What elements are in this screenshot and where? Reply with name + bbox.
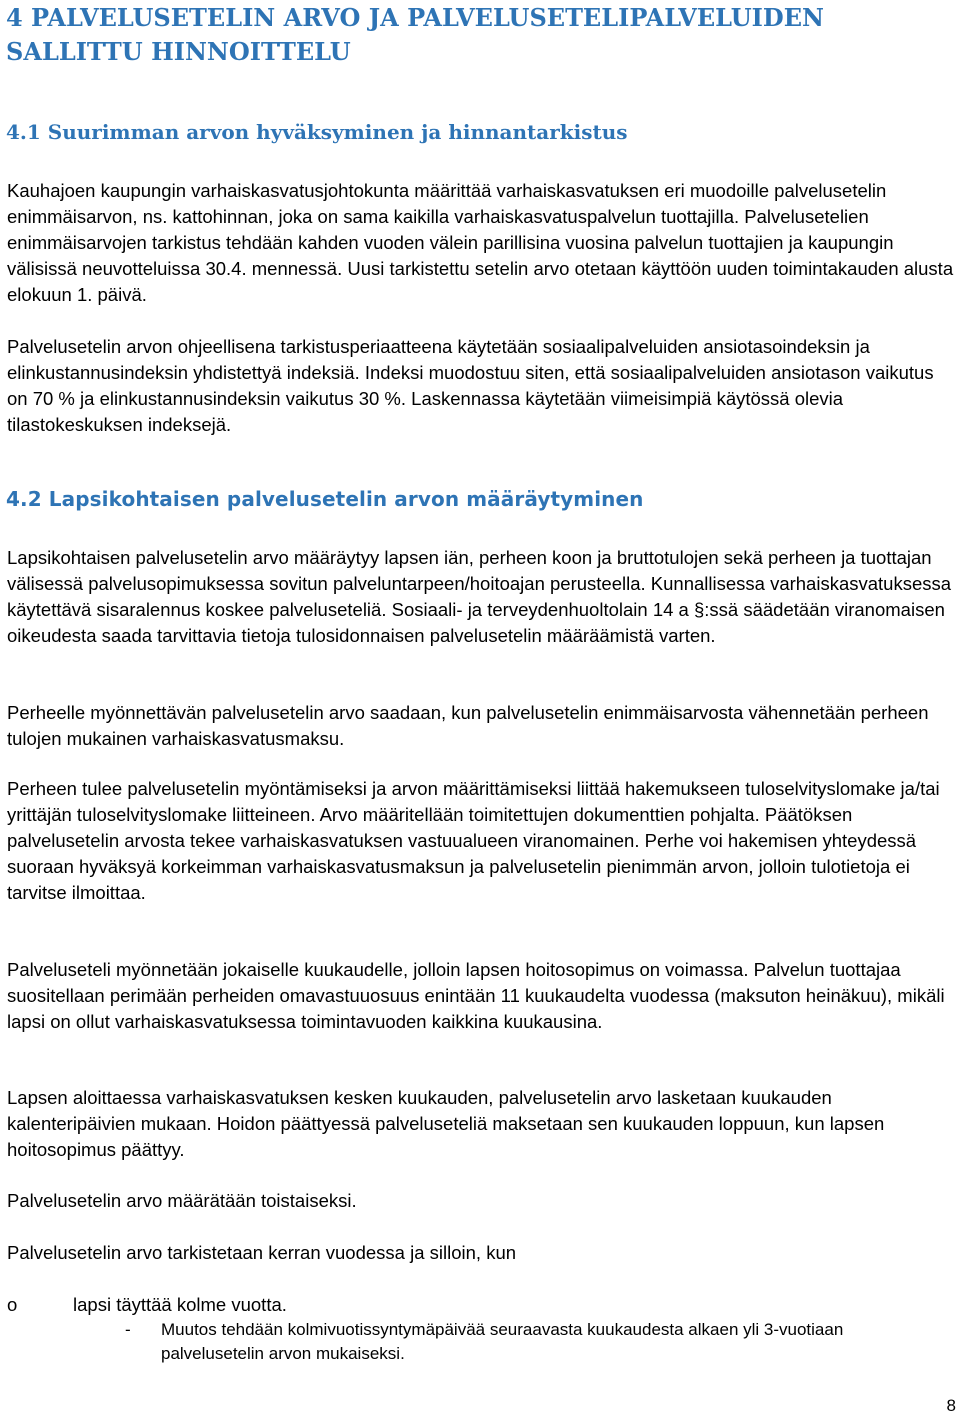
chapter-heading: 4 PALVELUSETELIN ARVO JA PALVELUSETELIPALVELUIDEN SALLITTU HINNOITTELU xyxy=(6,3,824,66)
section-4-2-paragraph-1: Lapsikohtaisen palvelusetelin arvo määräytyy lapsen iän, perheen koon ja bruttotulojen sekä perheen ja tuottajan välisessä palvelusopimuksessa sovitun palveluntarpeen/hoitoajan perusteella. Kunnallisessa varhaiskasvatuksessa käytettävä sisaralennus koskee palveluseteliä. Sosiaali- ja terveydenhuoltolain 14 a §:ssä säädetään viranomaisen oikeudesta saada tarvittavia tietoja tulosidonnaisen palvelusetelin määräämistä varten. xyxy=(7,547,952,646)
sub-list-dash-marker: - xyxy=(125,1320,131,1339)
section-4-2-paragraph-4: Palveluseteli myönnetään jokaiselle kuukaudelle, jolloin lapsen hoitosopimus on voimassa. Palvelun tuottajaa suositellaan perimään perheiden omavastuuosuus enintään 11 kuukaudelta vuodessa (maksuton heinäkuu), mikäli lapsi on ollut varhaiskasvatuksessa toimintavuoden kaikkina kuukausina. xyxy=(7,959,945,1032)
section-4-2-paragraph-2: Perheelle myönnettävän palvelusetelin arvo saadaan, kun palvelusetelin enimmäisarvosta vähennetään perheen tulojen mukainen varhaiskasvatusmaksu. xyxy=(7,702,929,749)
list-bullet-marker: o xyxy=(7,1294,18,1315)
section-4-2-paragraph-3: Perheen tulee palvelusetelin myöntämiseksi ja arvon määrittämiseksi liittää hakemukseen tuloselvityslomake ja/tai yrittäjän tuloselvityslomake liitteineen. Arvo määritellään toimitettujen dokumenttien pohjalta. Päätöksen palvelusetelin arvosta tekee varhaiskasvatuksen vastuualueen viranomainen. Perhe voi hakemisen yhteydessä suoraan hyväksyä korkeimman varhaiskasvatusmaksun ja palvelusetelin pienimmän arvon, jolloin tulotietoja ei tarvitse ilmoittaa. xyxy=(7,778,940,903)
section-4-2-paragraph-5: Lapsen aloittaessa varhaiskasvatuksen kesken kuukauden, palvelusetelin arvo lasketaan kuukauden kalenteripäivien mukaan. Hoidon päättyessä palveluseteliä maksetaan sen kuukauden loppuun, kun lapsen hoitosopimus päättyy. xyxy=(7,1087,885,1160)
section-4-1-heading: 4.1 Suurimman arvon hyväksyminen ja hinnantarkistus xyxy=(6,120,628,144)
section-4-2-paragraph-6: Palvelusetelin arvo määrätään toistaiseksi. xyxy=(7,1190,357,1211)
section-4-2-paragraph-7: Palvelusetelin arvo tarkistetaan kerran vuodessa ja silloin, kun xyxy=(7,1242,517,1263)
sub-list-item-text: Muutos tehdään kolmivuotissyntymäpäivää seuraavasta kuukaudesta alkaen yli 3-vuotiaan palvelusetelin arvon mukaiseksi. xyxy=(161,1320,844,1363)
section-4-2-heading: 4.2 Lapsikohtaisen palvelusetelin arvon määräytyminen xyxy=(6,487,644,511)
list-item-text: lapsi täyttää kolme vuotta. xyxy=(73,1294,287,1315)
section-4-1-paragraph-2: Palvelusetelin arvon ohjeellisena tarkistusperiaatteena käytetään sosiaalipalveluiden ansiotasoindeksin ja elinkustannusindeksin yhdistettyä indeksiä. Indeksi muodostuu siten, että sosiaalipalveluiden ansiotason vaikutus on 70 % ja elinkustannusindeksin vaikutus 30 %. Laskennassa käytetään viimeisimpiä käytössä olevia tilastokeskuksen indeksejä. xyxy=(7,336,934,435)
page-number: 8 xyxy=(946,1396,956,1415)
section-4-1-paragraph-1: Kauhajoen kaupungin varhaiskasvatusjohtokunta määrittää varhaiskasvatuksen eri muodoille palvelusetelin enimmäisarvon, ns. kattohinnan, joka on sama kaikilla varhaiskasvatuspalvelun tuottajilla. Palvelusetelien enimmäisarvojen tarkistus tehdään kahden vuoden välein parillisina vuosina palvelun tuottajien ja kaupungin välisissä neuvotteluissa 30.4. mennessä. Uusi tarkistettu setelin arvo otetaan käyttöön uuden toimintakauden alusta elokuun 1. päivä. xyxy=(7,180,954,305)
